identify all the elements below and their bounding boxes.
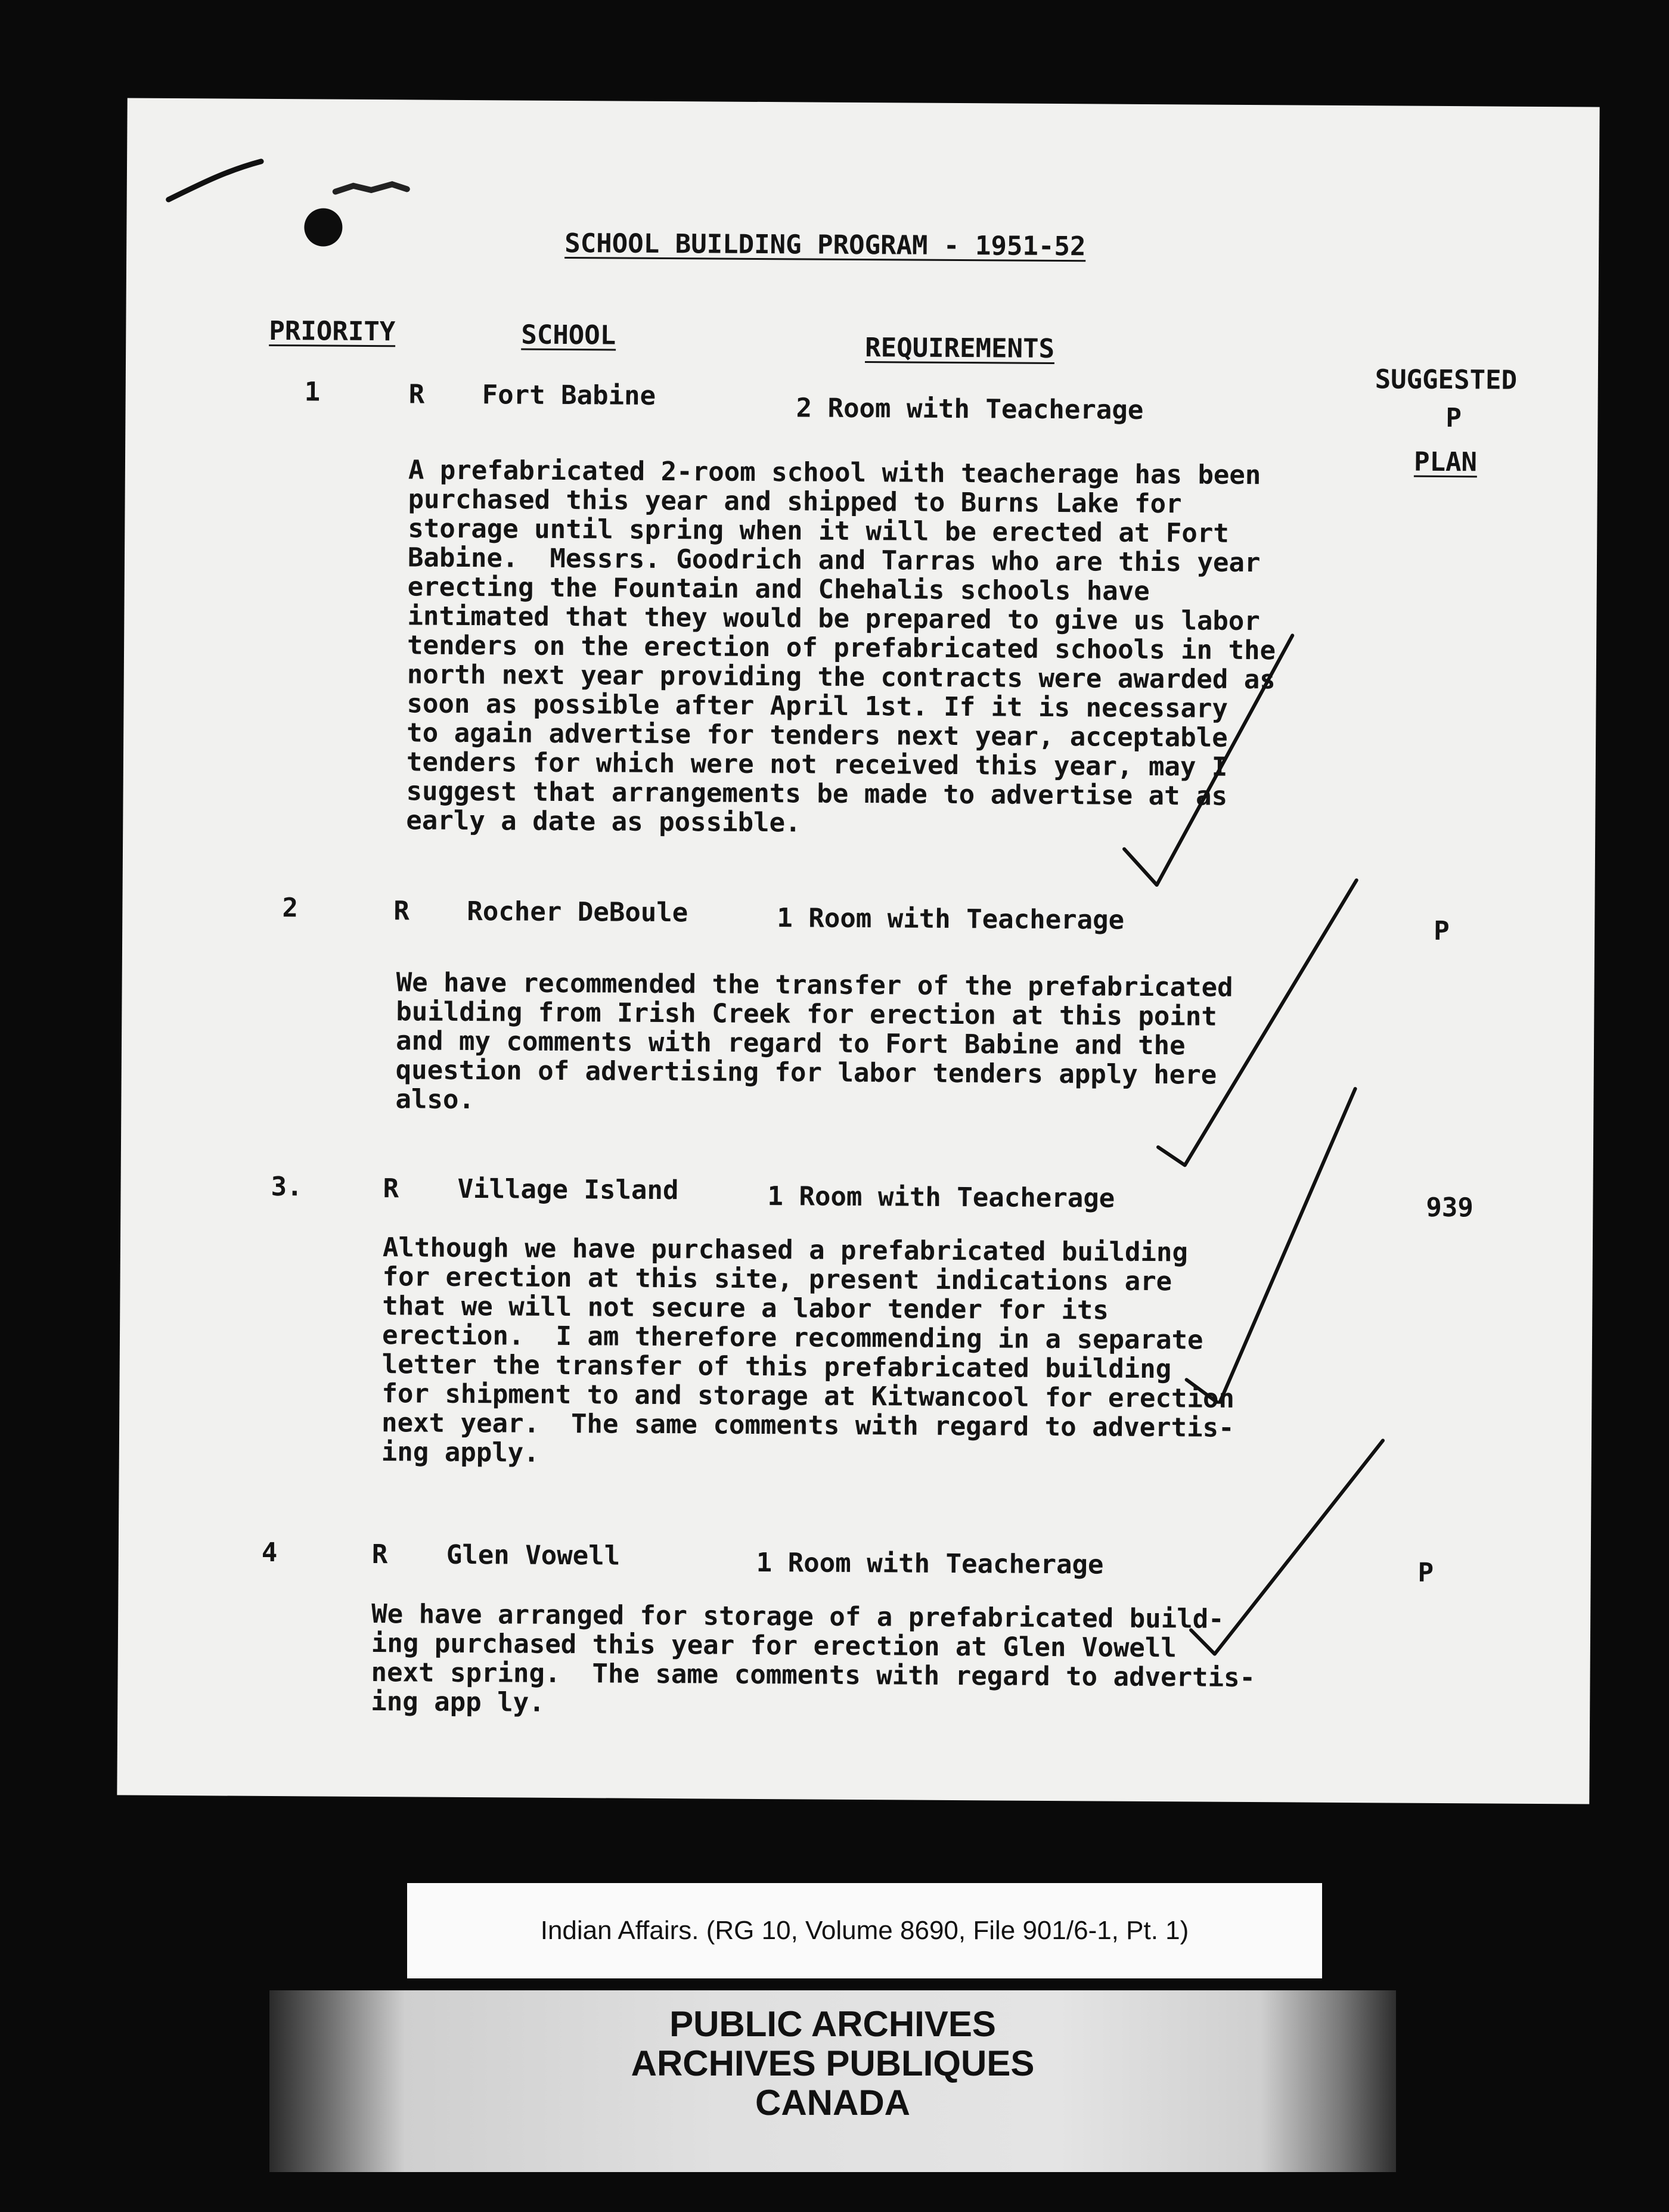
entry-priority: 4: [261, 1537, 278, 1568]
entry-body-line: to again advertise for tenders next year, acceptable: [407, 717, 1228, 753]
entry-body-line: early a date as possible.: [406, 805, 801, 838]
archive-stamp-line: PUBLIC ARCHIVES: [669, 2004, 996, 2044]
entry-body-line: Although we have purchased a prefabricated building: [382, 1232, 1189, 1268]
entry-body-line: storage until spring when it will be erected at Fort: [408, 513, 1229, 549]
entry-priority: 1: [304, 377, 321, 408]
entry-body-line: building from Irish Creek for erection at this point: [396, 996, 1217, 1032]
entry-school: Fort Babine: [482, 380, 656, 411]
archive-stamp-line: CANADA: [755, 2083, 910, 2123]
entry-requirement: 1 Room with Teacherage: [756, 1547, 1104, 1580]
entry-body-line: suggest that arrangements be made to advertise at as: [406, 776, 1228, 812]
document-title: SCHOOL BUILDING PROGRAM - 1951-52: [564, 228, 1086, 262]
entry-plan: P: [1445, 403, 1462, 434]
entry-body-line: letter the transfer of this prefabricated building: [381, 1349, 1172, 1385]
document-page: [117, 98, 1599, 1804]
entry-body-line: soon as possible after April 1st. If it is necessary: [407, 688, 1229, 724]
entry-body: [406, 457, 1541, 846]
entry-body-line: for shipment to and storage at Kitwancool for erection: [381, 1378, 1235, 1414]
entry-type: R: [393, 896, 410, 927]
entry-type: R: [371, 1539, 388, 1570]
archive-reference-caption: Indian Affairs. (RG 10, Volume 8690, File 901/6-1, Pt. 1): [407, 1883, 1322, 1978]
entry-requirement: 1 Room with Teacherage: [767, 1181, 1115, 1214]
archive-stamp-text: [269, 2005, 1396, 2123]
archive-stamp-line: ARCHIVES PUBLIQUES: [631, 2043, 1035, 2083]
entry-body-line: Babine. Messrs. Goodrich and Tarras who are this year: [407, 542, 1261, 579]
column-header-priority: PRIORITY: [269, 315, 396, 347]
pen-stroke-mark: [157, 134, 426, 207]
entry-body-line: ing app ly.: [371, 1686, 545, 1718]
column-header-suggested: SUGGESTED: [1375, 364, 1518, 396]
entry-requirement: 2 Room with Teacherage: [796, 393, 1144, 425]
punch-hole-mark: [296, 200, 350, 254]
column-header-school: SCHOOL: [521, 319, 616, 351]
entry-body-line: for erection at this site, present indications are: [382, 1262, 1172, 1297]
entry-school: Glen Vowell: [446, 1539, 621, 1571]
entry-body-line: tenders on the erection of prefabricated schools in the: [407, 630, 1276, 666]
entry-plan: P: [1434, 915, 1450, 947]
entry-plan: 939: [1426, 1192, 1474, 1223]
entry-body-line: that we will not secure a labor tender for its: [382, 1291, 1109, 1326]
entry-body-line: next year. The same comments with regard to advertis-: [381, 1408, 1234, 1443]
entry-body: [395, 967, 1528, 1123]
entry-requirement: 1 Room with Teacherage: [777, 903, 1125, 936]
entry-plan: P: [1417, 1557, 1434, 1588]
entry-body-line: and my comments with regard to Fort Babine and the: [395, 1026, 1186, 1061]
entry-body-line: question of advertising for labor tenders apply here: [395, 1055, 1217, 1091]
entry-body-line: A prefabricated 2-room school with teacherage has been: [408, 455, 1261, 491]
entry-body-line: ing apply.: [381, 1437, 539, 1468]
entry-body: [371, 1601, 1516, 1725]
entry-body-line: erection. I am therefore recommending in a separate: [381, 1320, 1203, 1356]
entry-school: Rocher DeBoule: [467, 896, 688, 928]
entry-body-line: intimated that they would be prepared to give us labor: [407, 601, 1261, 637]
entry-body-line: We have recommended the transfer of the prefabricated: [396, 967, 1233, 1003]
entry-body-line: north next year providing the contracts were awarded as: [407, 659, 1276, 695]
entry-body-line: ing purchased this year for erection at Glen Vowell: [371, 1628, 1177, 1664]
entry-priority: 3.: [271, 1171, 303, 1203]
entry-priority: 2: [282, 893, 299, 924]
column-header-requirements: REQUIREMENTS: [865, 333, 1055, 364]
entry-type: R: [383, 1173, 399, 1204]
entry-body-line: tenders for which were not received this year, may I: [406, 747, 1228, 782]
entry-type: R: [408, 379, 425, 410]
entry-body: [381, 1232, 1527, 1474]
entry-body-line: purchased this year and shipped to Burns Lake for: [408, 484, 1182, 520]
entry-school: Village Island: [457, 1173, 679, 1206]
entry-body-line: next spring. The same comments with regard to advertis-: [371, 1657, 1256, 1694]
entry-body-line: also.: [395, 1084, 475, 1116]
entry-body-line: erecting the Fountain and Chehalis schools have: [407, 571, 1150, 607]
column-header-plan: PLAN: [1413, 446, 1478, 478]
entry-body-line: We have arranged for storage of a prefabricated build-: [371, 1599, 1224, 1635]
archive-stamp: [269, 1990, 1396, 2172]
